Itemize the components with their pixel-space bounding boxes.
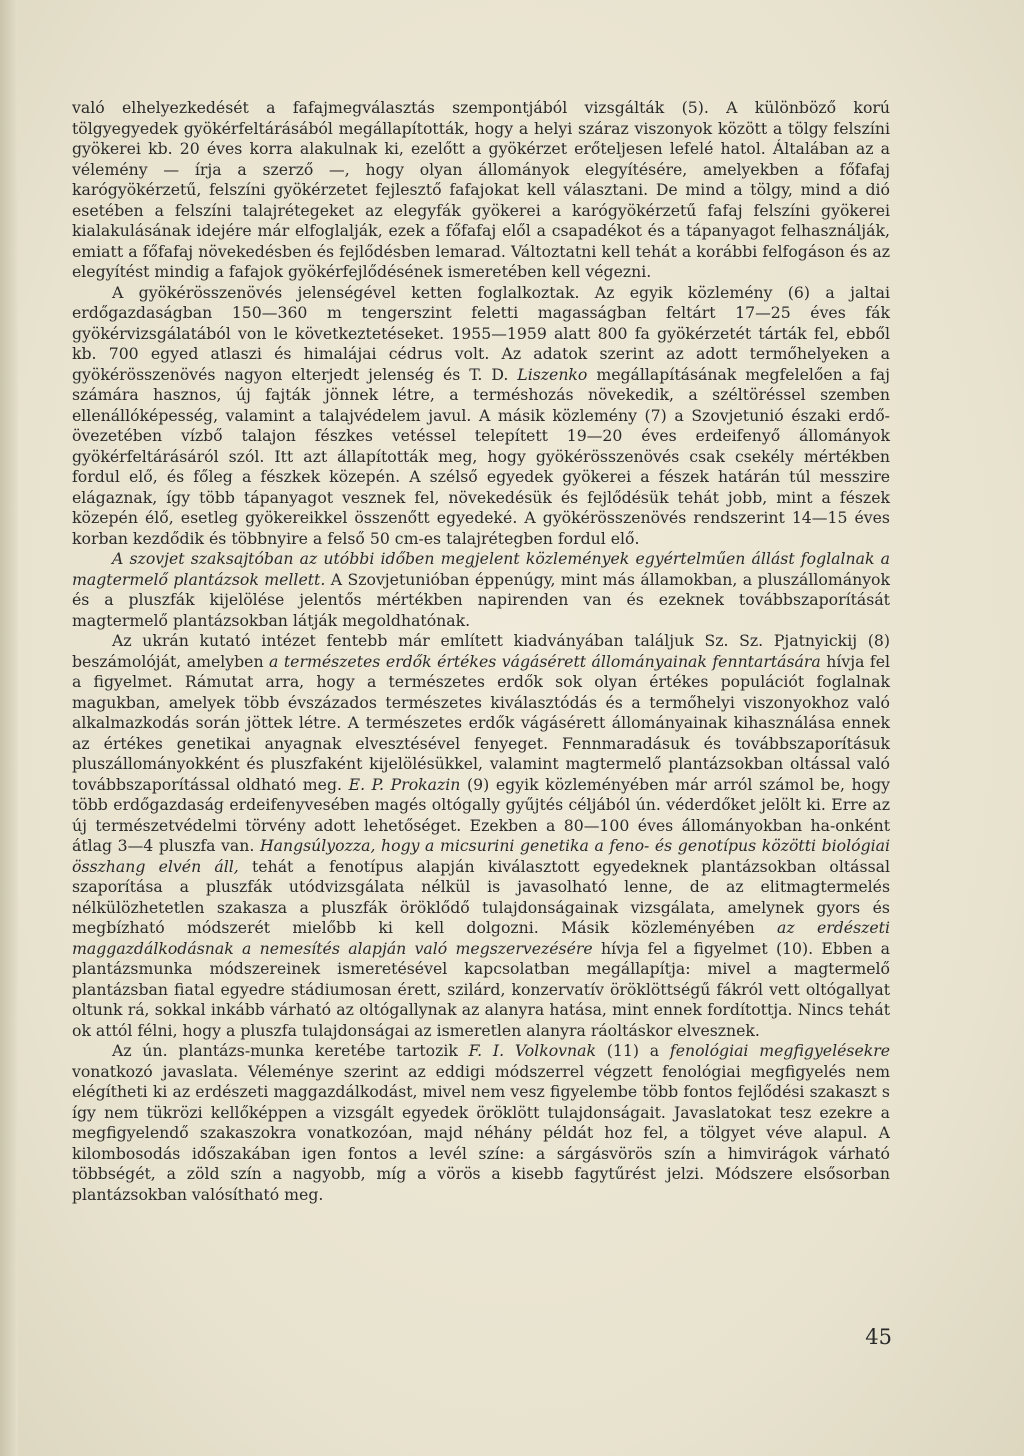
paragraph-3	[72, 549, 890, 631]
text-run: vonatkozó javaslata. Véleménye szerint az eddigi módszerrel végzett fenológiai megfigyelés nem elégítheti ki az erdészeti maggazdálkodást, mivel nem vesz figyelembe több fontos fejlődési szakaszt s így nem tükrözi kellőképpen a vizsgált egyedek öröklött tulajdonságait. Javaslatokat tesz ezekre a megfigyelendő szakaszokra vonatkozóan, majd néhány példát hoz fel, a tölgyet véve alapul. A kilombosodás időszakában igen fontos a levél színe: a sárgásvörös szín a himvirágok várható többségét, a zöld szín a nagyobb, míg a vörös a kisebb fagytűrést jelzi. Módszere elsősorban plantázsokban valósítható meg.	[72, 1061, 890, 1204]
text-run: (9) egyik közleményében már arról számol be, hogy több erdőgazdaság erdeifenyvesében magés oltógally gyűjtés céljából ún. véderdőket jelölt ki. Erre az új természetvédelmi törvény adott lehetőséget. Ezekben a 80—100 éves állományokban ha-onként átlag 3—4 pluszfa van.	[72, 774, 891, 855]
binding-gutter	[0, 0, 18, 1456]
italic-run: F. I. Volkovnak	[468, 1041, 596, 1060]
italic-run: fenológiai megfigyelésekre	[669, 1041, 891, 1060]
text-run: A gyökérösszenövés jelenségével ketten foglalkoztak. Az egyik közlemény (6) a jaltai erdőgazdaságban 150—360 m tengerszint feletti magasságban feltárt 17—25 éves fák gyökérvizsgálatából von le következtetéseket. 1955—1959 alatt 800 fa gyökérzetét tárták fel, ebből kb. 700 egyed atlaszi és himalájai cédrus volt. Az adatok szerint az adott termőhelyeken a gyökérösszenövés nagyon elterjedt jelenség és T. D.	[72, 282, 890, 384]
page-number: 45	[865, 1325, 892, 1349]
italic-run: az erdészeti maggazdálkodásnak a nemesítés alapján való megszervezésére	[72, 918, 891, 958]
text-run: való elhelyezkedését a fafajmegválasztás szempontjából vizsgálták (5). A különböző korú tölgyegyedek gyökérfeltárásából megállapították, hogy a helyi száraz viszonyok között a tölgy felszíni gyökerei kb. 20 éves korra alakulnak ki, ezelőtt a gyökérzet erőteljesen lefelé hatol. Általában az a vélemény — írja a szerző —, hogy olyan állományok elegyítésére, amelyekben a főfafaj karógyökérzetű, felszíni gyökérzetet fejlesztő fafajokat kell választani. De mind a tölgy, mind a dió esetében a felszíni talajrétegeket az elegyfák gyökerei a karógyökérzetű fafaj felszíni gyökerei kialakulásának idejére már elfoglalják, ezek a főfafaj elől a csapadékot és a tápanyagot felhasználják, emiatt a főfafaj növekedésben és fejlődésben lemarad. Változtatni kell tehát a korábbi felfogáson és az elegyítést mindig a fafajok gyökérfejlődésének ismeretében kell végezni.	[72, 98, 890, 281]
italic-run: a természetes erdők értékes vágásérett állományainak fenntartására	[269, 651, 821, 671]
paragraph-4	[72, 631, 890, 1041]
italic-run: E. P. Prokazin	[348, 774, 461, 794]
text-run: A Szovjetunióban éppenúgy, mint más államokban, a pluszállományok és a pluszfák kijelölése jelentős mértékben napirenden van és ezeknek továbbszaporítását magtermelő plantázsokban látják megoldhatónak.	[72, 569, 891, 630]
text-run: tehát a fenotípus alapján kiválasztott egyedeknek plantázsokban oltással szaporítása a pluszfák utódvizsgálata nélkül is javasolható lenne, de az elitmagtermelés nélkülözhetetlen szakasza a pluszfák öröklődő tulajdonságainak vizsgálata, amelynek gyors és megbízható módszerét mielőbb ki kell dolgozni. Másik közleményében	[72, 856, 890, 937]
text-run: megállapításának megfelelően a faj számára hasznos, új fajták jönnek létre, a terméshozás növekedik, a széltöréssel szemben ellenállóképesség, valamint a talajvédelem javul. A másik közlemény (7) a Szovjetunió északi erdő-övezetében vízbő talajon fészkes vetéssel telepített 19—20 éves erdeifenyő állományok gyökérfeltárásáról szól. Itt azt állapították meg, hogy gyökérösszenövés csak csekély mértékben fordul elő, és főleg a fészkek közepén. A szélső egyedek gyökerei a fészek határán túl messzire elágaznak, így több tápanyagot vesznek fel, növekedésük és fejlődésük tehát jobb, mint a fészek közepén élő, esetleg gyökereikkel összenőtt egyedeké. A gyökérösszenövés rendszerint 14—15 éves korban kezdődik és többnyire a felső 50 cm-es talajrétegben fordul elő.	[72, 364, 890, 548]
italic-run: A szovjet szaksajtóban az utóbbi időben megjelent közlemények egyértelműen állást foglalnak a magtermelő plantázsok mellett.	[72, 549, 890, 589]
text-run: Az ún. plantázs-munka keretébe tartozik	[112, 1041, 469, 1060]
text-run: hívja fel a figyelmet. Rámutat arra, hogy a természetes erdők sok olyan értékes populációt foglalnak magukban, amelyek több évszázados természetes kiválasztódás és a termőhelyi viszonyokhoz való alkalmazkodás során jöttek létre. A természetes erdők vágásérett állományainak kihasználása ennek az értékes genetikai anyagnak elvesztésével fenyeget. Fennmaradásuk és továbbszaporításuk pluszállományokként és pluszfaként kijelölésükkel, valamint magtermelő plantázsokban oltással való továbbszaporítással oldható meg.	[72, 651, 890, 794]
text-run: (11) a	[595, 1041, 670, 1060]
text-run: hívja fel a figyelmet (10). Ebben a plantázsmunka módszereinek ismeretésével kapcsolatban megállapítja: mivel a magtermelő plantázsban fiatal egyedre stádiumosan érett, szilárd, konzervatív öröklöttségű fákról vett oltógallyat oltunk rá, sokkal inkább várható az oltógallynak az alanyra hatása, mint ennek fordítottja. Nincs tehát ok attól félni, hogy a pluszfa tulajdonságai az ismeretlen alanyra ráoltáskor elvesznek.	[72, 938, 890, 1040]
italic-run: Hangsúlyozza, hogy a micsurini genetika a feno- és genotípus közötti biológiai összhang elvén áll,	[72, 836, 891, 876]
article-body	[72, 98, 890, 1205]
italic-run: Liszenko	[517, 364, 588, 384]
text-run: Az ukrán kutató intézet fentebb már említett kiadványában találjuk Sz. Sz. Pjatnyickij (8) beszámolóját, amelyben	[72, 631, 890, 671]
paragraph-1	[72, 98, 890, 283]
paragraph-5	[72, 1041, 890, 1205]
paragraph-2	[72, 283, 890, 550]
